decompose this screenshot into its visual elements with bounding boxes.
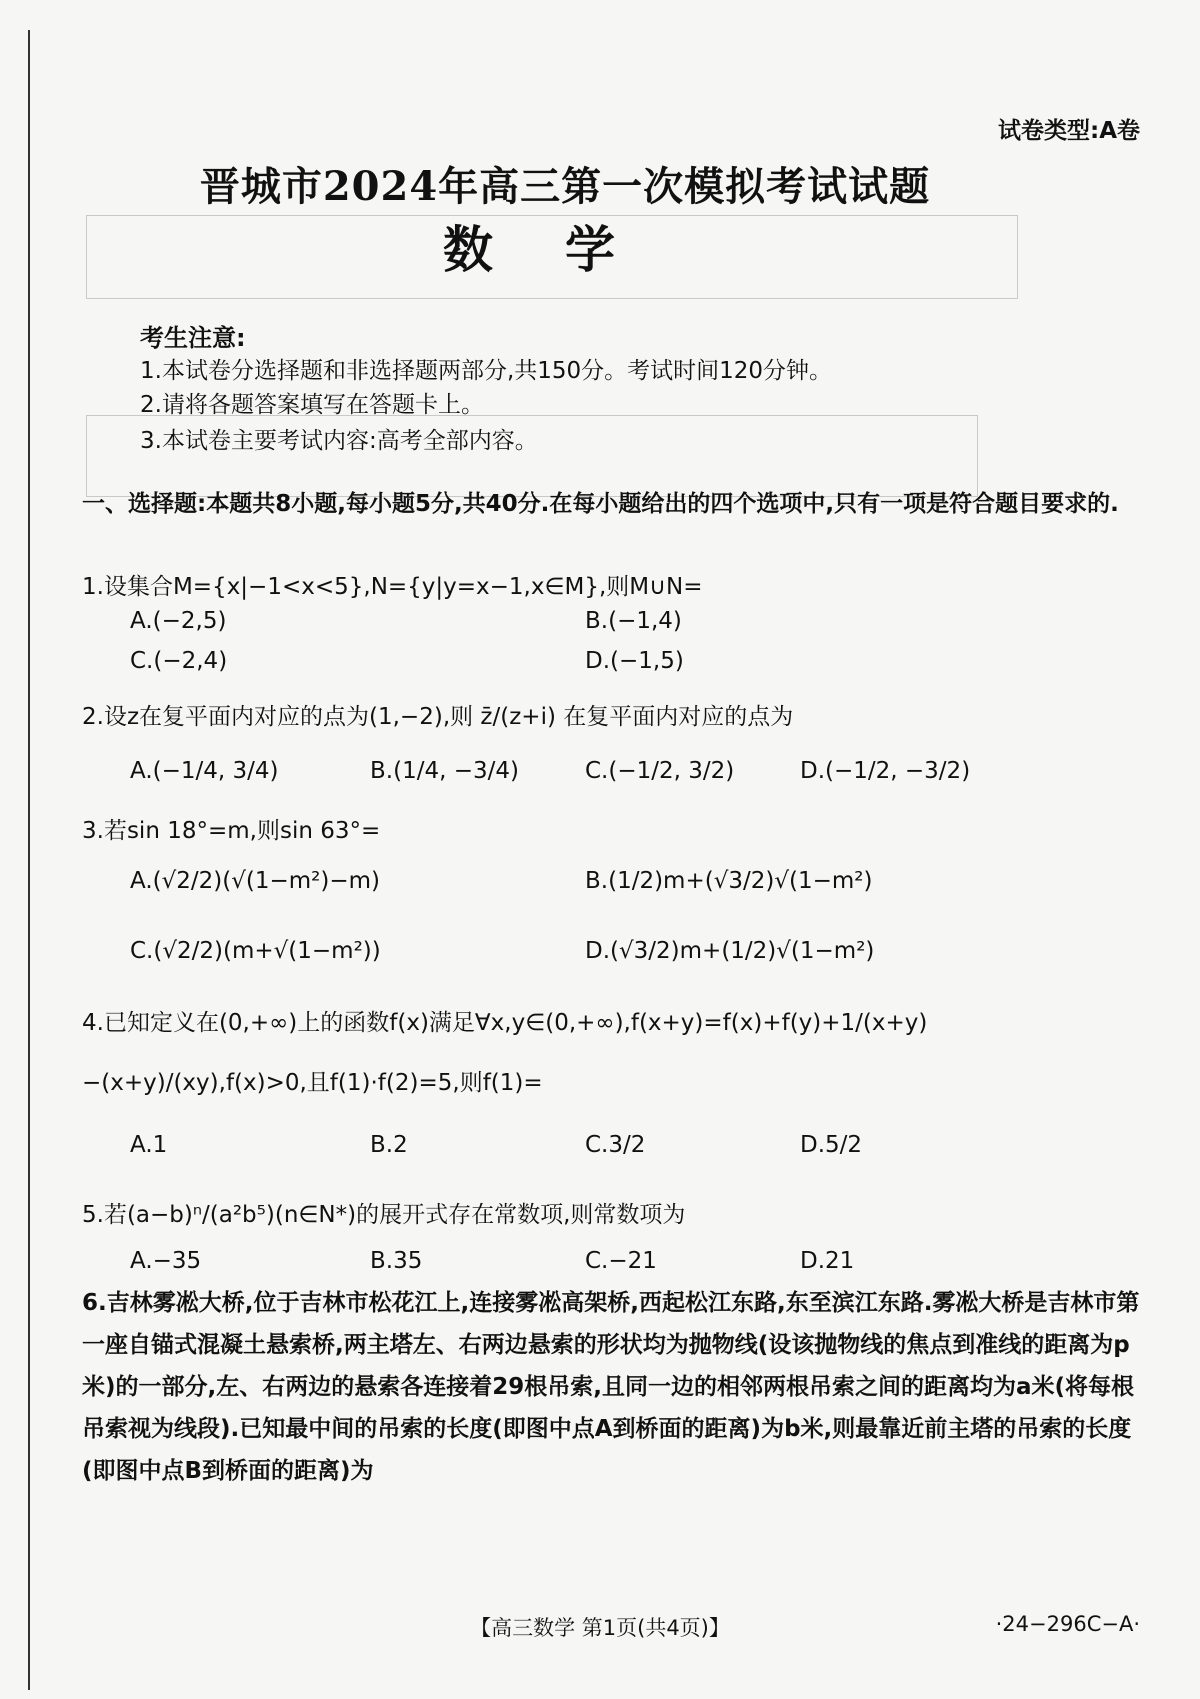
q1-option-c: C.(−2,4) bbox=[130, 648, 228, 674]
question-5-stem: 5.若(a−b)ⁿ/(a²b⁵)(n∈N*)的展开式存在常数项,则常数项为 bbox=[82, 1202, 686, 1228]
question-4-stem: 4.已知定义在(0,+∞)上的函数f(x)满足∀x,y∈(0,+∞),f(x+y)=f(x)+f(y)+1/(x+y) bbox=[82, 1010, 928, 1036]
q2-option-b: B.(1/4, −3/4) bbox=[370, 758, 519, 784]
question-6-stem: 6.吉林雾凇大桥,位于吉林市松花江上,连接雾凇高架桥,西起松江东路,东至滨江东路.雾凇大桥是吉林市第一座自锚式混凝土悬索桥,两主塔左、右两边悬索的形状均为抛物线(设该抛物线的焦点到准线的距离为p米)的一部分,左、右两边的悬索各连接着29根吊索,且同一边的相邻两根吊索之间的距离均为a米(将每根吊索视为线段).已知最中间的吊索的长度(即图中点A到桥面的距离)为b米,则最靠近前主塔的吊索的长度(即图中点B到桥面的距离)为 bbox=[82, 1290, 1140, 1484]
q1-option-a: A.(−2,5) bbox=[130, 608, 227, 634]
paper-type-label: 试卷类型:A卷 bbox=[998, 118, 1140, 144]
q4-option-c: C.3/2 bbox=[585, 1132, 646, 1158]
q2-option-a: A.(−1/4, 3/4) bbox=[130, 758, 279, 784]
exam-subject: 数学 bbox=[443, 220, 687, 279]
notice-item: 1.本试卷分选择题和非选择题两部分,共150分。考试时间120分钟。 bbox=[140, 358, 833, 384]
q2-option-c: C.(−1/2, 3/2) bbox=[585, 758, 735, 784]
question-4-stem-cont: −(x+y)/(xy),f(x)>0,且f(1)·f(2)=5,则f(1)= bbox=[82, 1070, 543, 1096]
question-2-stem: 2.设z在复平面内对应的点为(1,−2),则 z̄/(z+i) 在复平面内对应的点为 bbox=[82, 704, 794, 730]
q2-option-d: D.(−1/2, −3/2) bbox=[800, 758, 971, 784]
q5-option-b: B.35 bbox=[370, 1248, 423, 1274]
page-footer: 【高三数学 第1页(共4页)】 bbox=[470, 1616, 730, 1640]
q3-option-b: B.(1/2)m+(√3/2)√(1−m²) bbox=[585, 868, 873, 894]
paper-code: ·24−296C−A· bbox=[995, 1612, 1140, 1636]
q3-option-d: D.(√3/2)m+(1/2)√(1−m²) bbox=[585, 938, 875, 964]
q3-option-c: C.(√2/2)(m+√(1−m²)) bbox=[130, 938, 381, 964]
q5-option-d: D.21 bbox=[800, 1248, 855, 1274]
q1-option-d: D.(−1,5) bbox=[585, 648, 684, 674]
notice-item: 2.请将各题答案填写在答题卡上。 bbox=[140, 392, 484, 418]
question-3-stem: 3.若sin 18°=m,则sin 63°= bbox=[82, 818, 381, 844]
q5-option-a: A.−35 bbox=[130, 1248, 202, 1274]
q3-option-a: A.(√2/2)(√(1−m²)−m) bbox=[130, 868, 381, 894]
q1-option-b: B.(−1,4) bbox=[585, 608, 682, 634]
exam-title: 晋城市2024年高三第一次模拟考试试题 bbox=[199, 163, 931, 210]
notice-heading: 考生注意: bbox=[140, 324, 246, 352]
q4-option-b: B.2 bbox=[370, 1132, 408, 1158]
section-heading: 一、选择题:本题共8小题,每小题5分,共40分.在每小题给出的四个选项中,只有一项是符合题目要求的. bbox=[82, 491, 1119, 517]
q4-option-a: A.1 bbox=[130, 1132, 168, 1158]
question-1-stem: 1.设集合M={x|−1<x<5},N={y|y=x−1,x∈M},则M∪N= bbox=[82, 574, 703, 600]
q4-option-d: D.5/2 bbox=[800, 1132, 863, 1158]
q5-option-c: C.−21 bbox=[585, 1248, 657, 1274]
notice-item: 3.本试卷主要考试内容:高考全部内容。 bbox=[140, 428, 538, 454]
